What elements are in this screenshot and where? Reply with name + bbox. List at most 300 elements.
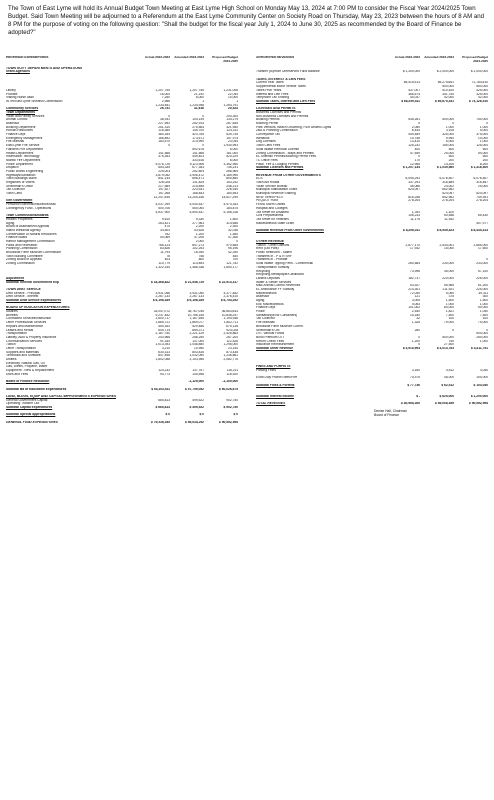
actual-value: 2,540: [411, 310, 420, 314]
proposed-value: 116,211: [226, 369, 238, 373]
proposed-value: 314,656: [226, 221, 238, 225]
proposed-value: 20,324: [228, 107, 238, 111]
line-item-label: Police Department: [6, 162, 33, 166]
actual-value: 524,097: [408, 188, 420, 192]
amended-value: 137,767: [192, 369, 204, 373]
proposed-value: $ 4,411,751: [471, 346, 488, 350]
proposed-value: 200,300: [226, 114, 238, 118]
proposed-value: 1,040: [479, 310, 488, 314]
actual-value: 101,002: [408, 306, 420, 310]
amended-value: 25,000: [444, 151, 454, 155]
actual-value: $ -: [416, 394, 420, 398]
line-item-label: Gas, Diesel, Propane, Water: [6, 365, 48, 369]
actual-value: 1,600,717: [155, 317, 170, 321]
line-item-label: Contingency Fund - Operations: [6, 206, 52, 210]
proposed-value: -1,100,000: [222, 380, 238, 384]
proposed-value: 47,306: [228, 236, 238, 240]
proposed-value: 0: [486, 258, 488, 262]
actual-value: 65,415,913: [403, 81, 420, 85]
proposed-value: $ 902,750: [223, 405, 238, 409]
line-item-label: Brookside Farm Museum Comm.: [256, 324, 304, 328]
table-row: [6, 413, 238, 417]
amended-value: 211,921: [442, 287, 454, 291]
amended-value: 24,002: [444, 184, 454, 188]
proposed-value: 1,194,938: [223, 317, 238, 321]
amended-value: 3,105: [445, 129, 454, 133]
line-item-label: Subtotal Debt Service Expenditures: [6, 299, 62, 302]
actual-value: 0: [418, 122, 420, 125]
table-row: [6, 299, 238, 303]
amended-value: 316,689: [442, 181, 454, 184]
amended-value: $ 2,000,000: [436, 70, 454, 74]
header-proposed: Proposed Budget 2024-2025: [462, 55, 488, 63]
proposed-value: $ 0: [233, 413, 238, 417]
actual-value: 2,267,133: [155, 295, 170, 299]
proposed-value: 226,930: [226, 188, 238, 192]
proposed-value: 1,264,791: [223, 103, 238, 107]
actual-value: 375,353: [158, 155, 170, 159]
proposed-value: 7,500: [479, 313, 488, 317]
proposed-value: $ 103,040: [473, 383, 488, 387]
line-item-label: Town Clerk: [6, 192, 23, 196]
proposed-value: $ 22,913,317: [219, 280, 238, 284]
proposed-value: 17,500: [478, 247, 488, 251]
amended-value: 750: [448, 339, 454, 343]
proposed-value: 153,242: [226, 181, 238, 184]
proposed-value: 61,200: [478, 284, 488, 288]
line-item-label: TC Office Fees: [256, 158, 278, 162]
line-item-label: Registrars of Voters: [6, 181, 35, 184]
line-item-label: Zoning Commission - Maps and Permits: [256, 151, 314, 155]
amended-value: 524,097: [442, 192, 454, 196]
line-item-label: Conservation of Natural Resources: [6, 232, 57, 236]
actual-value: 263,421: [158, 221, 170, 225]
proposed-value: 246,213: [226, 184, 238, 188]
actual-value: 34,503: [160, 228, 170, 232]
amended-value: 4,512: [445, 369, 454, 373]
amended-value: 173,671: [192, 136, 204, 140]
line-item-label: Health Department: [6, 151, 34, 155]
proposed-value: 157,974: [226, 136, 238, 140]
line-item-label: TAXES, INTEREST & LIEN FEES: [256, 77, 306, 81]
proposed-value: 100: [482, 317, 488, 321]
line-item-label: EL Shellfish Permits/Mooring Permit Fees: [256, 155, 317, 159]
amended-value: 2,221,129: [189, 332, 204, 336]
proposed-value: 6,000: [229, 147, 238, 151]
line-item-label: Contracted Services/Instruction: [6, 317, 52, 321]
actual-value: 7,250: [161, 96, 170, 100]
actual-value: 366,674: [408, 92, 420, 96]
proposed-value: 550,000: [476, 85, 488, 89]
line-item-label: Supplies and Materials: [6, 350, 39, 354]
actual-value: 40,037: [410, 96, 420, 100]
line-item-label: Municipal Stabilization Grant: [256, 188, 298, 192]
actual-value: 0: [168, 240, 170, 243]
table-row: [6, 388, 238, 392]
proposed-value: 3,040: [479, 369, 488, 373]
proposed-value: 500,000: [476, 332, 488, 336]
actual-value: 0: [168, 144, 170, 148]
line-item-label: Niantic Fire Department: [6, 158, 41, 162]
actual-value: 403: [164, 258, 170, 262]
line-item-label: WTHI/East Lyme Shellfish Commission: [6, 99, 63, 103]
line-item-label: Dog Licenses: [256, 140, 276, 144]
proposed-value: 6,076,507: [473, 177, 488, 181]
line-item-label: Wetlands: [256, 136, 270, 140]
line-item-label: Subtotal General Government Exp: [6, 280, 59, 284]
line-item-label: Communication Services: [6, 339, 42, 343]
actual-value: 94,773: [160, 372, 170, 376]
line-item-label: Community Services: [6, 107, 39, 111]
amended-value: 5,590,537: [189, 210, 204, 214]
proposed-value: 25,000: [478, 184, 488, 188]
amended-value: 0: [452, 122, 454, 125]
proposed-value: 23,144: [228, 346, 238, 350]
amended-value: 252,804: [192, 169, 204, 173]
line-item-label: TOWN GOV'T DEPARTMENTS AND OPERATIONS: [6, 66, 83, 70]
actual-value: 53,927: [410, 284, 420, 288]
table-row: [256, 222, 488, 226]
line-item-label: Town Buildings Maint: [6, 177, 37, 181]
proposed-value: 3,352,950: [223, 162, 238, 166]
signer-title: Board of Finance: [374, 412, 400, 417]
amended-value: 1,000: [445, 302, 454, 306]
line-item-label: FEMA Storm Grants: [256, 203, 286, 207]
line-item-label: Transportation: [6, 332, 27, 336]
proposed-value: 749,391: [476, 195, 488, 199]
actual-value: 26,751: [160, 107, 170, 111]
line-item-label: Conveyance Tax: [256, 133, 280, 137]
line-item-label: Leases and Rental: [6, 328, 34, 332]
actual-value: 1,200: [411, 339, 420, 343]
line-item-label: Benefits: [6, 313, 18, 317]
actual-value: 470: [164, 225, 170, 229]
amended-value: 5,040,537: [189, 203, 204, 207]
amended-value: 7,500: [445, 313, 454, 317]
table-row: [256, 70, 488, 74]
line-item-label: Transportation Subsidy: [256, 265, 290, 269]
amended-value: $ 86,034,292: [185, 420, 204, 424]
actual-value: 649,714: [158, 328, 170, 332]
actual-value: 46,066: [410, 184, 420, 188]
proposed-value: 22,044: [228, 92, 238, 96]
proposed-value: 325,000: [476, 92, 488, 96]
line-item-label: ECS: [256, 177, 263, 181]
expenditures-title: PROPOSED EXPENDITURES: [6, 55, 49, 59]
actual-value: 243,966: [158, 335, 170, 339]
amended-value: 41,616: [194, 107, 204, 111]
expenditures-header: [6, 56, 238, 63]
actual-value: 0: [418, 335, 420, 339]
line-item-label: Brookside Farm Museum Commission: [6, 251, 62, 255]
actual-value: 110,779: [158, 262, 170, 266]
amended-value: 21,192: [194, 92, 204, 96]
amended-value: 500: [448, 155, 454, 159]
line-item-label: Extra Duty Police/Traffic/Fire: [256, 376, 298, 380]
amended-value: 168,843: [192, 192, 204, 196]
actual-value: $ 0: [165, 413, 170, 417]
line-item-label: Fire Marshal: [6, 140, 25, 144]
line-item-label: Dues and Fees: [6, 372, 29, 376]
actual-value: 125,232: [408, 144, 420, 148]
proposed-value: $ 90,592,994: [469, 402, 488, 406]
line-item-label: Mooring Permit: [256, 122, 279, 125]
line-item-label: Highways/Sanitation: [6, 173, 36, 177]
line-item-label: Operating Transfer Out: [6, 402, 40, 406]
table-row: [256, 384, 488, 388]
amended-value: 277,963: [192, 221, 204, 225]
line-item-label: Subtotal Taxes, Interest and Lien Fees: [256, 99, 315, 103]
actual-value: 1,665,721: [155, 321, 170, 325]
actual-value: 17,932: [410, 247, 420, 251]
actual-value: 217,589: [158, 184, 170, 188]
actual-value: $ 3,915,993: [402, 346, 420, 350]
proposed-value: 450: [232, 254, 238, 258]
line-item-label: Current Year Taxes: [256, 81, 284, 85]
amended-value: 13,205,346: [187, 195, 204, 199]
line-item-label: Repairs and Maintenance: [6, 324, 44, 328]
header-actual: Actual 2022-2023: [144, 55, 170, 59]
line-item-label: Misc Animal Control Revenues: [256, 284, 301, 288]
line-item-label: General Government Capital: [6, 398, 48, 402]
amended-value: 847,273: [192, 243, 204, 247]
amended-value: 65,275,661: [437, 81, 454, 85]
line-item-label: Transfers In - P & R SRF: [256, 254, 292, 258]
revenues-column: [256, 56, 488, 418]
amended-value: 1,821: [445, 310, 454, 314]
proposed-value: 112,526: [226, 339, 238, 343]
line-item-label: FINES AND FORFEITS: [256, 365, 291, 369]
proposed-value: 95,196: [228, 247, 238, 251]
amended-value: 529,486: [192, 324, 204, 328]
actual-value: 116,360: [158, 129, 170, 133]
proposed-value: 700: [232, 258, 238, 262]
proposed-value: 267,645: [226, 122, 238, 125]
line-item-label: Subtotal Other Revenue: [256, 346, 294, 350]
actual-value: 12,247,545: [153, 195, 170, 199]
line-item-label: Town Clerk Fees: [256, 144, 281, 148]
actual-value: 141,566: [158, 151, 170, 155]
amended-value: 11,592: [444, 217, 454, 221]
amended-value: 5,000: [445, 140, 454, 144]
proposed-value: 124,311: [226, 129, 238, 133]
proposed-value: 5,000: [479, 129, 488, 133]
amended-value: 80,000: [444, 306, 454, 310]
line-item-label: Finance Board: [6, 236, 28, 240]
proposed-value: 1,500: [479, 299, 488, 302]
amended-value: 3,906,472: [189, 173, 204, 177]
proposed-value: 233,000: [476, 262, 488, 266]
line-item-label: Dispatch: [6, 166, 19, 170]
actual-value: 47,549: [410, 151, 420, 155]
actual-value: 2,050: [411, 125, 420, 129]
amended-value: 105,596: [192, 372, 204, 376]
amended-value: 55,965: [444, 284, 454, 288]
header-amended: Amended 2023-2024: [174, 55, 204, 59]
proposed-value: 4,377,842: [223, 291, 238, 295]
line-item-label: Salaries: [6, 310, 18, 314]
line-item-label: Electricity, Natural Gas, Oil: [6, 361, 45, 365]
actual-value: 182,737: [408, 276, 420, 280]
proposed-value: 1,236,861: [223, 354, 238, 358]
line-item-label: ZBA & Planning Commission: [256, 129, 298, 133]
proposed-value: 184,875: [226, 206, 238, 210]
actual-value: 183,570: [158, 140, 170, 144]
line-item-label: Bond Premium OTI: [256, 335, 284, 339]
amended-value: 35,767,045: [187, 310, 204, 314]
proposed-value: 1,550: [229, 232, 238, 236]
line-item-label: Public Works Engineering: [6, 169, 44, 173]
amended-value: 9,330: [195, 217, 204, 221]
amended-value: 800: [198, 258, 204, 262]
meeting-notice: The Town of East Lyme will hold its Annual Budget Town Meeting at East Lyme High School on Monday May 13, 2024 at 7:00 PM to consider the Fiscal Year 2024/2025 Town Budget. Said Town Meeting will be adjourned to a Referendum at the East Lyme Community Center on Society Road on Thursday, May 23, 2023 between the hours of 8 AM and 8 PM for the purpose of voting on the following question: "Shall the budget for the fiscal year July 1, 2024 to June 30, 2025 as recommended by the Board of Finance be adopted?": [8, 5, 485, 37]
line-item-label: Fire Marshall: [256, 321, 275, 325]
actual-value: 106,233: [408, 214, 420, 218]
amended-value: 0: [202, 114, 204, 118]
actual-value: 9,237,452: [155, 313, 170, 317]
line-item-label: Aging: [6, 221, 15, 225]
line-item-label: Town Aid Roads: [256, 181, 280, 184]
actual-value: 1,325: [411, 321, 420, 325]
line-item-label: Public Restroom - Salem: [256, 251, 292, 255]
proposed-value: 8,200: [479, 162, 488, 166]
amended-value: 592,676: [192, 147, 204, 151]
line-item-label: Building Department: [6, 125, 36, 129]
proposed-value: 72,784,510: [471, 81, 488, 85]
proposed-value: 125,000: [476, 144, 488, 148]
line-item-label: Recycling: [256, 269, 271, 273]
actual-value: [136, 380, 170, 384]
actual-value: 2,167,750: [155, 332, 170, 336]
proposed-value: 520,229: [226, 155, 238, 159]
amended-value: 499,522: [192, 398, 204, 402]
amended-value: 756: [198, 254, 204, 258]
amended-value: 6,076,507: [439, 177, 454, 181]
line-item-label: Selectman's Ofc: [256, 328, 280, 332]
actual-value: 0: [418, 155, 420, 159]
line-item-label: Subtotal Capital Expenditures: [6, 405, 53, 409]
proposed-value: 100,000: [476, 376, 488, 380]
amended-value: 9,950: [445, 136, 454, 140]
actual-value: 12,955: [410, 162, 420, 166]
actual-value: 1,234,481: [155, 103, 170, 107]
actual-value: 32: [416, 317, 420, 321]
actual-value: 3,931,056: [155, 291, 170, 295]
line-item-label: Debt Service - Interest: [6, 295, 39, 299]
amended-value: $ 4,013,763: [436, 346, 454, 350]
actual-value: 841,144: [158, 177, 170, 181]
table-row: [256, 347, 488, 351]
line-item-label: Selectman's Office: [6, 184, 33, 188]
actual-value: $ 8,208,011: [403, 228, 420, 232]
proposed-value: 321,950: [226, 125, 238, 129]
line-item-label: Probate: [6, 92, 18, 96]
amended-value: 58,000: [444, 376, 454, 380]
amended-value: 47,205: [194, 236, 204, 240]
revenue-rows: [256, 67, 488, 406]
header-actual: Actual 2022-2023: [394, 55, 420, 59]
amended-value: 859,371: [192, 328, 204, 332]
actual-value: 11,794: [160, 251, 170, 255]
line-item-label: Tuition - Other Districts: [256, 243, 290, 247]
amended-value: 215,898: [192, 184, 204, 188]
proposed-value: 180,593: [226, 192, 238, 196]
amended-value: 1,167,545: [189, 317, 204, 321]
proposed-value: 2,665,000: [473, 243, 488, 247]
amended-value: 79,000: [444, 321, 454, 325]
line-item-label: EoE Miscellaneous: [256, 302, 284, 306]
line-item-label: Youth Service Bureau: [256, 184, 288, 188]
actual-value: 260,584: [408, 262, 420, 266]
amended-value: 16,940: [194, 251, 204, 255]
line-item-label: Debt Service - Principal: [6, 291, 40, 295]
amended-value: 3,931,050: [189, 291, 204, 295]
line-item-label: Transfer (to)/from Unreserved Fund Balance: [256, 70, 320, 74]
actual-value: 3,879,052: [155, 173, 170, 177]
actual-value: 251,310: [158, 125, 170, 129]
line-item-label: Adjustment: [6, 276, 24, 280]
amended-value: 43,526: [194, 228, 204, 232]
table-row: [256, 402, 488, 406]
line-item-label: Assessor: [256, 295, 270, 299]
proposed-value: 375,000: [476, 133, 488, 137]
amended-value: $ 21,546,729: [185, 280, 204, 284]
signer-name: Denise Hall, Chairman: [374, 408, 407, 413]
amended-value: 0: [452, 328, 454, 332]
line-item-label: Park Vendors, Beach Grooming, P&R Athletic Lights: [256, 125, 332, 129]
actual-value: $ 1,300,000: [402, 70, 420, 74]
actual-value: 126,028: [158, 181, 170, 184]
proposed-value: 75,000: [478, 321, 488, 325]
table-row: [6, 380, 238, 384]
line-item-label: Subtotal Licenses and Permits: [256, 166, 304, 170]
actual-value: $ 80,968,385: [401, 402, 420, 406]
line-item-label: Parking Fines: [256, 369, 276, 373]
proposed-value: 500: [482, 147, 488, 151]
proposed-value: 1,000: [479, 125, 488, 129]
proposed-value: 902,750: [226, 398, 238, 402]
line-item-label: Town Departments: [6, 110, 36, 114]
proposed-value: 10,000: [478, 136, 488, 140]
actual-value: 0: [418, 343, 420, 347]
line-item-label: East Lyme Fire Service: [6, 144, 40, 148]
line-item-label: Board of Assessment Appeals: [6, 225, 50, 229]
amended-value: 1,032,090: [189, 354, 204, 358]
actual-value: $ 6,198,189: [152, 299, 170, 302]
actual-value: 437,007: [408, 88, 420, 92]
line-item-label: Solid Waste Removal License: [256, 147, 300, 151]
amended-value: 1,466,338: [189, 265, 204, 269]
expenditures-column: [6, 56, 238, 424]
actual-value: 2,986: [161, 99, 170, 103]
proposed-value: 10,000: [228, 96, 238, 100]
proposed-value: 1,650,177: [223, 265, 238, 269]
line-item-label: Telephone Tax Sharing: [256, 96, 290, 100]
amended-value: 2,267,133: [189, 295, 204, 299]
actual-value: 225,003: [158, 169, 170, 173]
line-item-label: OTHER REVENUE: [256, 240, 284, 243]
actual-value: 121: [414, 295, 420, 299]
line-item-label: Insurance Reimbursement: [256, 343, 295, 347]
revenues-title: ANTICIPATED REVENUES: [256, 55, 295, 59]
amended-value: $ 6,198,189: [186, 299, 204, 302]
line-item-label: Equipment - New & Replacement: [6, 369, 55, 373]
line-item-label: Information Technology: [6, 155, 40, 159]
amended-value: 0: [202, 144, 204, 148]
proposed-value: 267,200: [226, 335, 238, 339]
line-item-label: Rent (Old Park): [256, 247, 279, 251]
amended-value: 141,566: [192, 151, 204, 155]
